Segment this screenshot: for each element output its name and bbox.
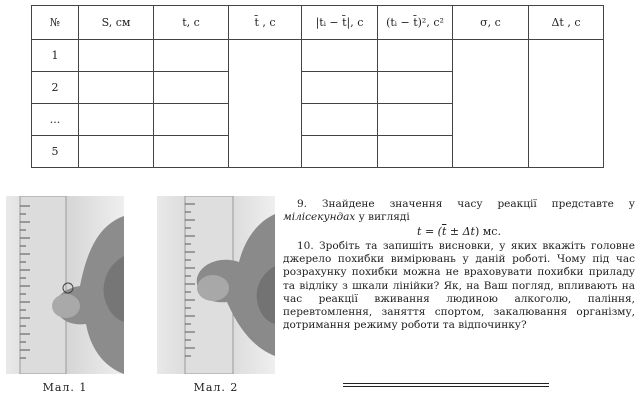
table-row xyxy=(32,40,604,72)
header-mean-time: t̄ , с xyxy=(229,6,302,40)
table-cell[interactable] xyxy=(154,104,229,136)
table-cell[interactable] xyxy=(154,72,229,104)
p9-text: 9. Знайдене значення часу реакції представте у xyxy=(297,198,635,210)
row-label: ... xyxy=(32,104,79,136)
table-cell[interactable] xyxy=(79,104,154,136)
table-cell[interactable] xyxy=(378,72,453,104)
delta-t-cell[interactable] xyxy=(529,40,604,168)
table-cell[interactable] xyxy=(79,72,154,104)
formula-error: ± Δt xyxy=(446,225,475,239)
ruler-hand-image-1 xyxy=(6,196,124,374)
formula-mean: $\overline{t}$ xyxy=(441,225,447,239)
sigma-cell[interactable] xyxy=(453,40,529,168)
table-cell[interactable] xyxy=(154,136,229,168)
header-squared-deviation: (tᵢ − t̄)², с² xyxy=(378,6,453,40)
ruler-hand-image-2 xyxy=(157,196,275,374)
row-label: 2 xyxy=(32,72,79,104)
figure-caption-2: Мал. 2 xyxy=(193,381,239,394)
table-cell[interactable] xyxy=(79,136,154,168)
divider-line-bottom xyxy=(343,386,549,387)
paragraph-10: 10. Зробіть та запишіть висновки, у яких вкажіть головне джерело похибки вимірювань у даній роботі. Чому під час розрахунку похибки можна не враховувати похибки приладу та відліку з шкали лінійки? Як, на Ваш погляд, впливають на час реакції вживання людиною алкоголю, паління, перевтомлення, заняття спортом, закалювання організму, дотримання режиму роботи та відпочинку? xyxy=(283,240,635,331)
divider-line-top xyxy=(343,383,549,384)
header-sigma: σ, с xyxy=(453,6,529,40)
figure-caption-1: Мал. 1 xyxy=(42,381,88,394)
header-delta-t: Δt , с xyxy=(529,6,604,40)
formula-lhs: t = ( xyxy=(417,225,442,239)
table-cell[interactable] xyxy=(154,40,229,72)
table-header-row xyxy=(32,6,604,40)
instructions-text xyxy=(283,198,635,332)
table-cell[interactable] xyxy=(79,40,154,72)
header-abs-deviation: |tᵢ − t̄|, с xyxy=(302,6,378,40)
formula-unit: ) мс. xyxy=(474,225,501,239)
ruler-photo-1 xyxy=(6,196,124,374)
table-cell[interactable] xyxy=(302,104,378,136)
table-cell[interactable] xyxy=(378,136,453,168)
header-number: № xyxy=(32,6,79,40)
p9-emphasis: мілісекундах xyxy=(283,211,356,224)
table-cell[interactable] xyxy=(302,136,378,168)
row-label: 5 xyxy=(32,136,79,168)
table-cell[interactable] xyxy=(378,104,453,136)
p9-text-end: у вигляді xyxy=(355,211,410,224)
measurements-table xyxy=(31,5,604,168)
table-cell[interactable] xyxy=(302,72,378,104)
ruler-photo-2 xyxy=(157,196,275,374)
table-cell[interactable] xyxy=(378,40,453,72)
header-distance: S, см xyxy=(79,6,154,40)
table-cell[interactable] xyxy=(302,40,378,72)
mean-time-cell[interactable] xyxy=(229,40,302,168)
row-label: 1 xyxy=(32,40,79,72)
header-time: t, с xyxy=(154,6,229,40)
result-formula xyxy=(283,225,635,238)
paragraph-9 xyxy=(283,198,635,224)
